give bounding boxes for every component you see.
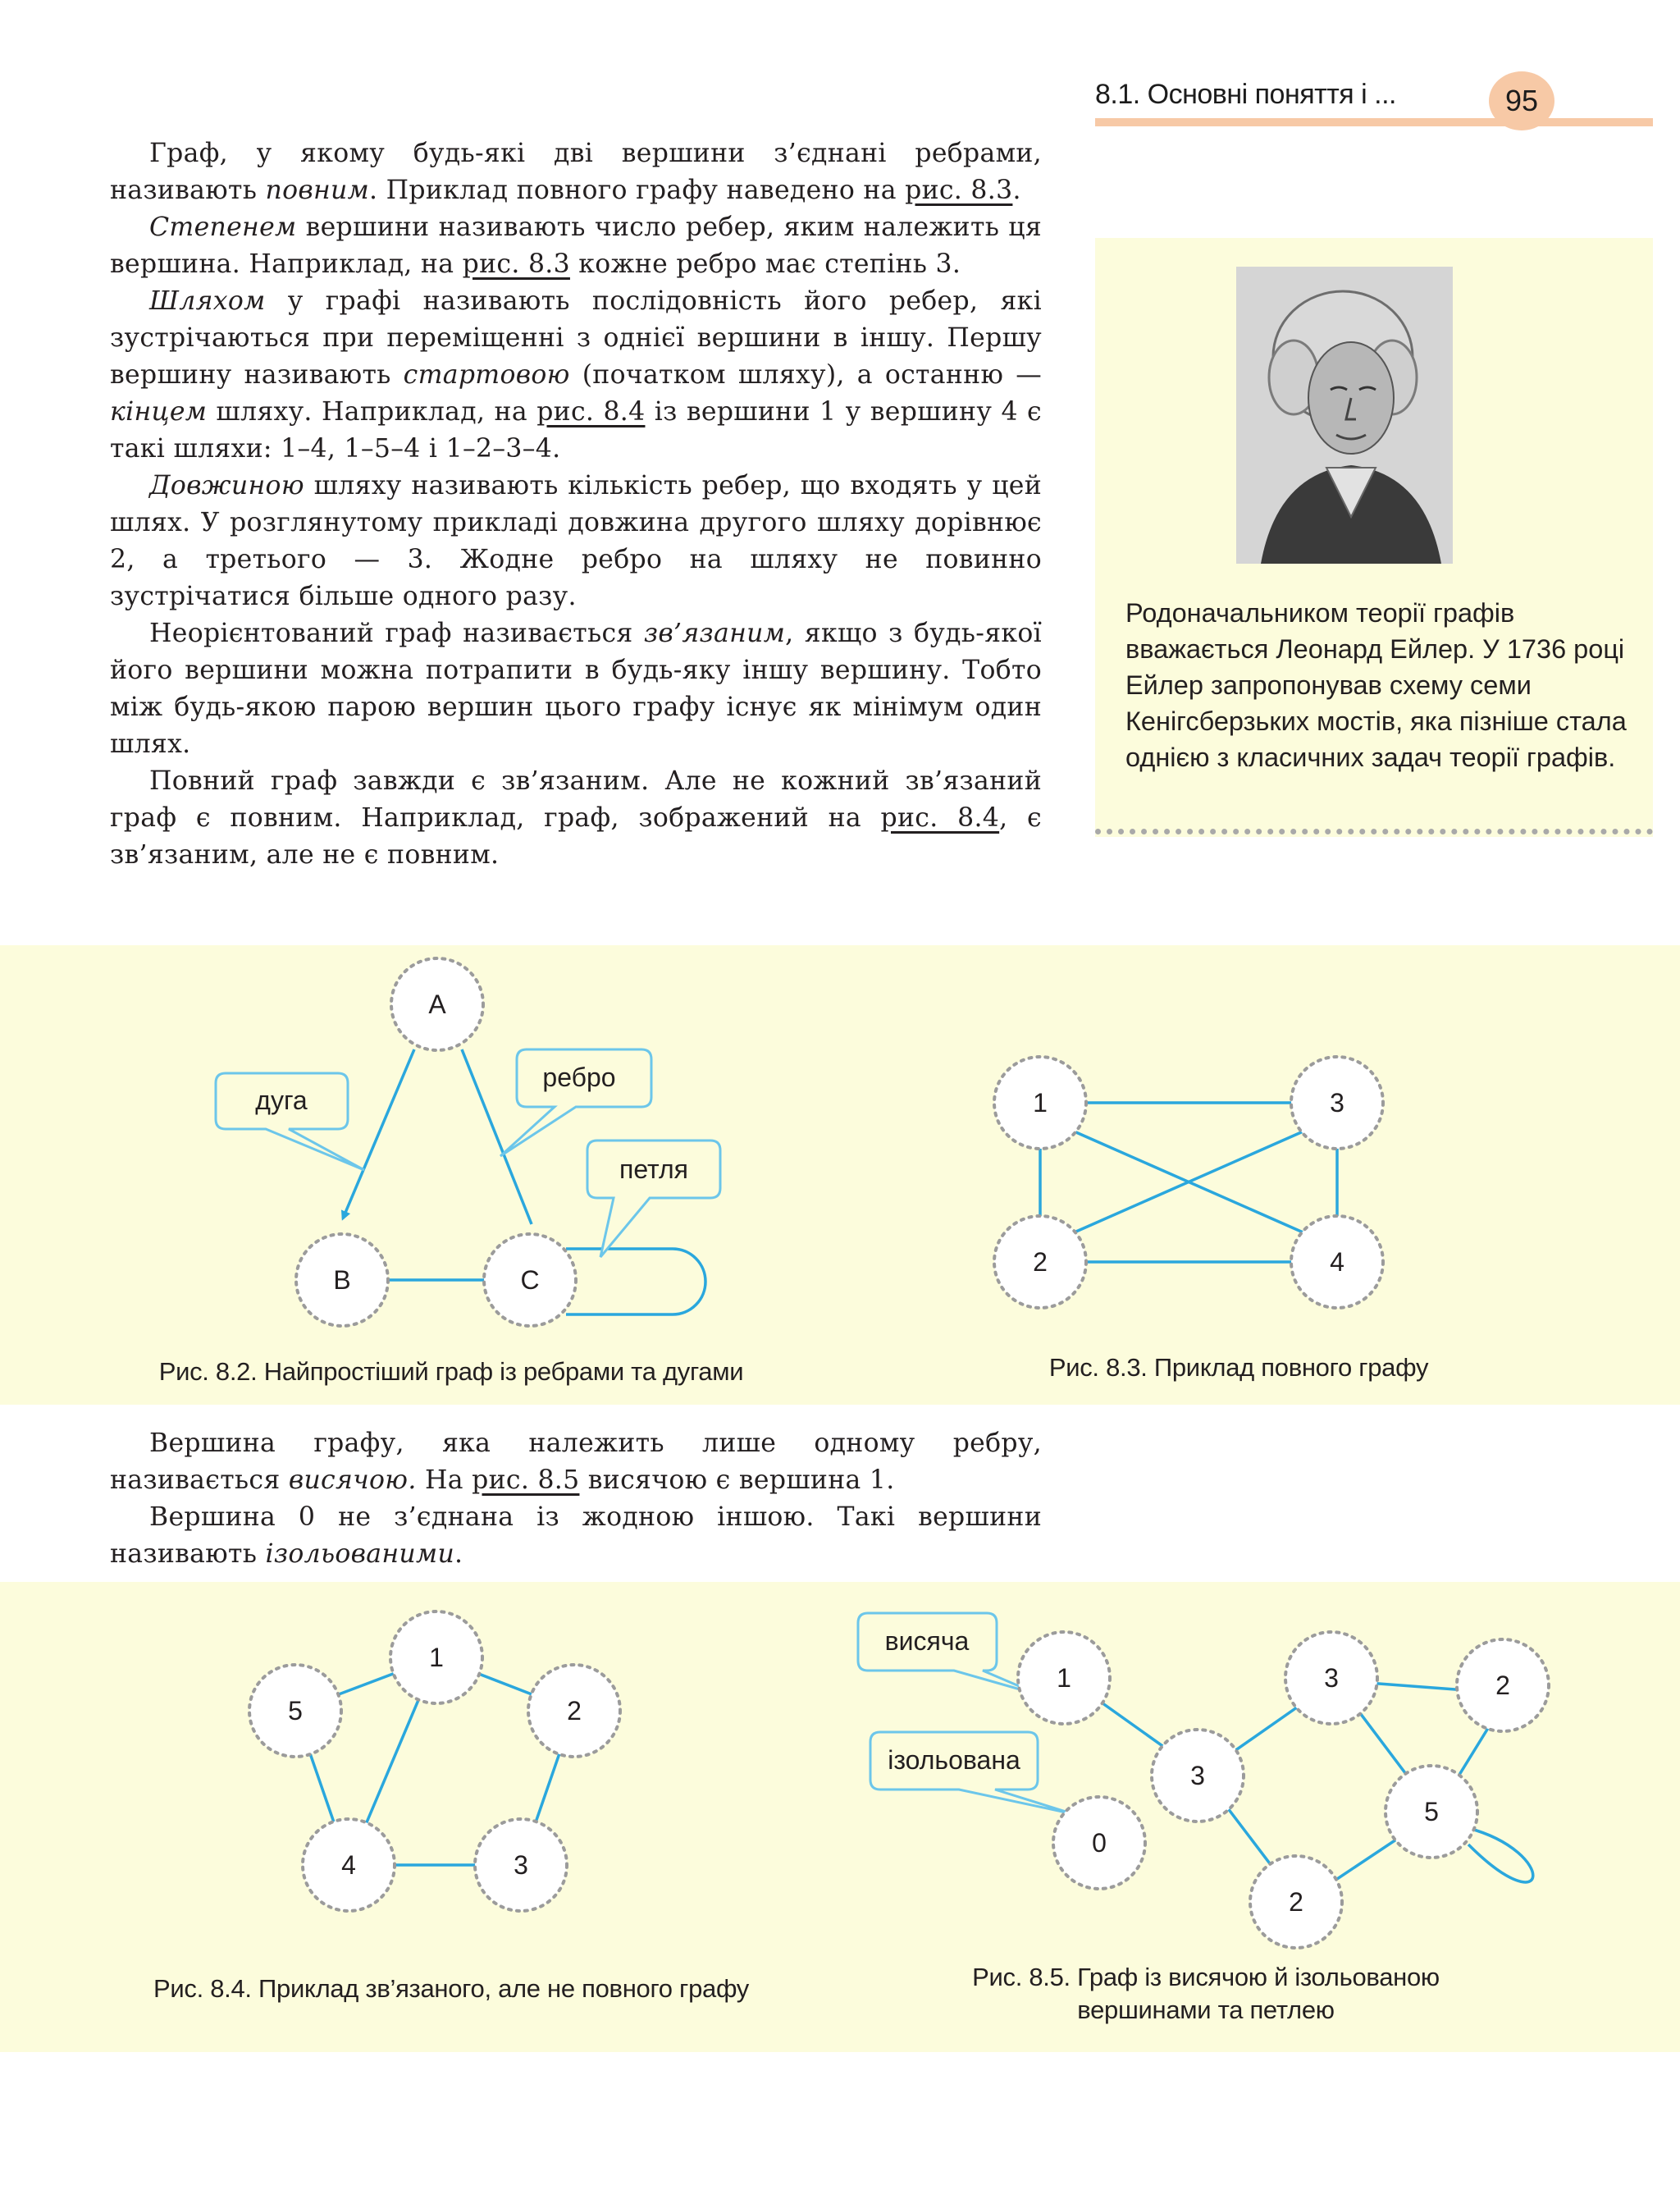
text-run: Вершина 0 не з’єднана із жодною іншою. Такі вершини називають [110, 1502, 1042, 1569]
node-4-label: 4 [1330, 1247, 1344, 1277]
text-run: . Приклад повного графу наведено на [369, 176, 906, 205]
text-run: На [416, 1465, 472, 1495]
figures-8-2-8-3 [0, 945, 1680, 1405]
term-path: Шляхом [149, 286, 266, 316]
term-isolated: ізольованими [265, 1539, 455, 1569]
term-end: кінцем [110, 397, 208, 427]
term-degree: Степенем [149, 213, 297, 242]
text-run: , є зв’язаним, але не є повним. [110, 803, 1042, 870]
bubble-isolated [870, 1732, 1074, 1814]
node-label: 0 [1092, 1828, 1107, 1858]
node-3a [1152, 1730, 1244, 1822]
node-3-label: 3 [1330, 1088, 1344, 1118]
node-1-label: 1 [429, 1643, 444, 1672]
node-c-label: C [520, 1265, 540, 1295]
node-1 [994, 1057, 1086, 1149]
paragraph-isolated [110, 1499, 1042, 1573]
node-b-label: B [333, 1265, 351, 1295]
node-label: 3 [1324, 1663, 1339, 1693]
text-run: у графі називають послідовність його ребер, які зустрічаються при переміщенні з однієї вершини в іншу. Першу вершину називають [110, 286, 1042, 390]
text-run: Вершина графу, яка належить лише одному ребру, називається [110, 1428, 1042, 1495]
bubble-arc [216, 1073, 364, 1170]
term-length: Довжиною [149, 471, 304, 501]
fig-8-5-caption [911, 1961, 1501, 2027]
text-run: шляху. Наприклад, на [207, 397, 537, 427]
node-4 [303, 1819, 395, 1911]
node-2-label: 2 [567, 1696, 582, 1726]
fig-8-2-caption: Рис. 8.2. Найпростіший граф із ребрами та дугами [158, 1357, 744, 1386]
node-2-label: 2 [1033, 1247, 1048, 1277]
page-number: 95 [1489, 71, 1554, 130]
term-complete: повним [265, 176, 370, 205]
node-4-label: 4 [341, 1850, 356, 1880]
figure-ref-link[interactable]: рис. 8.3 [905, 176, 1013, 205]
paragraph-degree [110, 209, 1042, 283]
fig-8-3-caption: Рис. 8.3. Приклад повного графу [1048, 1353, 1429, 1382]
text-run: вершини називають число ребер, яким належить ця вершина. Наприклад, на [110, 213, 1042, 279]
text-run: , якщо з будь-якої його вершини можна потрапити в будь-яку іншу вершину. Тобто між будь-якою парою вершин цього графу існує як мінімум один шлях. [110, 619, 1042, 759]
node-isolated-0 [1053, 1797, 1145, 1889]
node-label: 2 [1289, 1887, 1303, 1917]
node-1-label: 1 [1033, 1088, 1048, 1118]
fig-8-5-caption-line1: Рис. 8.5. Граф із висячою й ізольованою [972, 1963, 1440, 1991]
figure-ref-link[interactable]: рис. 8.5 [472, 1465, 580, 1495]
arc-a-to-b [343, 1049, 414, 1218]
node-label: 1 [1057, 1663, 1071, 1693]
text-run: кожне ребро має степінь 3. [569, 249, 961, 279]
node-5 [249, 1665, 341, 1757]
node-1 [390, 1611, 482, 1703]
text-run: Повний граф завжди є зв’язаним. Але не кожний зв’язаний граф є повним. Наприклад, граф, зображений на [110, 766, 1042, 833]
text-run: Неорієнтований граф називається [149, 619, 644, 648]
text-run: . [1012, 176, 1021, 205]
node-5 [1386, 1766, 1477, 1858]
node-4 [1291, 1216, 1383, 1308]
paragraph-length [110, 468, 1042, 615]
euler-portrait [1236, 267, 1453, 564]
bubble-loop-label: петля [619, 1154, 689, 1184]
node-3 [475, 1819, 567, 1911]
node-label: 2 [1495, 1671, 1510, 1700]
sidebar-text: Родоначальником теорії графів вважається Леонард Ейлер. У 1736 році Ейлер запропонував схему семи Кенігсберзьких мостів, яка пізніше стала однією з класичних задач теорії графів. [1125, 598, 1627, 772]
bubble-pendant-label: висяча [884, 1626, 970, 1656]
section-title: 8.1. Основні поняття і ... [1095, 79, 1396, 110]
loop-5 [1468, 1828, 1533, 1882]
paragraph-complete-graph [110, 135, 1042, 209]
bubble-edge-label: ребро [542, 1063, 616, 1092]
text-run: із вершини 1 у вершину 4 є такі шляхи: 1–4, 1–5–4 і 1–2–3–4. [110, 397, 1042, 464]
bubble-isolated-label: ізольована [888, 1745, 1020, 1775]
main-text-top [110, 135, 1042, 874]
text-run: висячою є вершина 1. [579, 1465, 895, 1495]
node-c [484, 1234, 576, 1326]
node-2a [1457, 1639, 1549, 1731]
paragraph-complete-connected [110, 763, 1042, 874]
node-2 [994, 1216, 1086, 1308]
bubble-pendant [858, 1613, 1040, 1695]
term-pendant: висячою. [288, 1465, 417, 1495]
node-b [296, 1234, 388, 1326]
node-3 [1291, 1057, 1383, 1149]
text-run: Граф, у якому будь-які дві вершини з’єднані ребрами, називають [110, 139, 1042, 205]
header-rule [1095, 118, 1653, 126]
sidebar-divider [1095, 829, 1653, 834]
fig-8-5-caption-line2: вершинами та петлею [1077, 1995, 1335, 2024]
node-a [391, 958, 483, 1050]
text-run: шляху називають кількість ребер, що входять у цей шлях. У розглянутому прикладі довжина другого шляху дорівнює 2, а третього — 3. Жодне ребро на шляху не повинно зустрічатися більше одного разу. [110, 471, 1042, 611]
node-pendant-1 [1018, 1632, 1110, 1724]
bubble-arc-label: дуга [255, 1086, 308, 1115]
node-label: 5 [1424, 1797, 1439, 1826]
bubble-loop [587, 1140, 720, 1257]
node-2 [528, 1665, 620, 1757]
figure-ref-link[interactable]: рис. 8.3 [462, 249, 570, 279]
node-5-label: 5 [288, 1696, 303, 1726]
figure-ref-link[interactable]: рис. 8.4 [880, 803, 1000, 833]
term-start: стартовою [403, 360, 570, 390]
paragraph-connected [110, 615, 1042, 763]
term-connected: зв’язаним [643, 619, 786, 648]
figure-ref-link[interactable]: рис. 8.4 [536, 397, 646, 427]
paragraph-path [110, 283, 1042, 468]
node-3-label: 3 [514, 1850, 528, 1880]
text-run: (початком шляху), а останню — [569, 360, 1042, 390]
portrait-image [1236, 267, 1453, 564]
node-2b [1250, 1856, 1342, 1948]
node-3b [1285, 1632, 1377, 1724]
fig-8-4-caption: Рис. 8.4. Приклад зв’язаного, але не повного графу [153, 1974, 750, 2003]
node-label: 3 [1190, 1761, 1205, 1790]
loop-c [566, 1249, 705, 1314]
figure-band-1 [0, 945, 1680, 1405]
paragraph-pendant [110, 1425, 1042, 1499]
node-a-label: A [428, 990, 446, 1019]
text-run: . [454, 1539, 463, 1569]
figure-band-2 [0, 1582, 1680, 2052]
main-text-middle [110, 1425, 1042, 1573]
